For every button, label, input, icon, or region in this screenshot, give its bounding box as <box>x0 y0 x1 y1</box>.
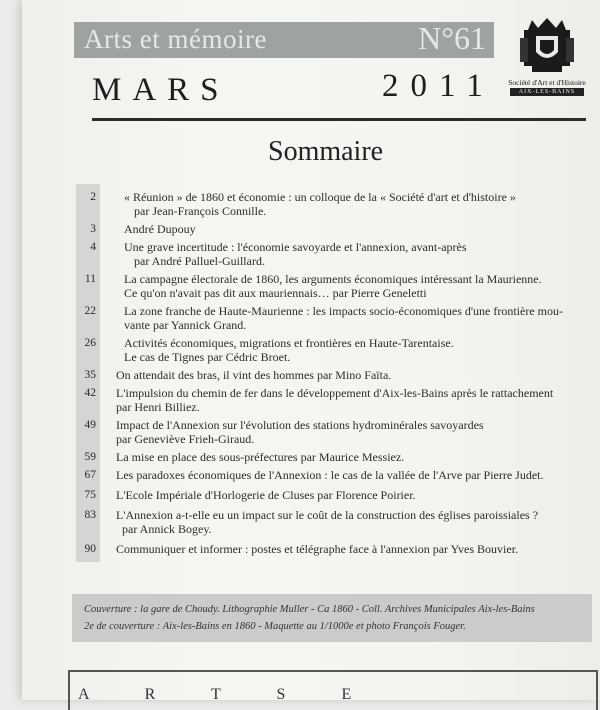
toc-title: La campagne électorale de 1860, les arguments économiques intéressant la Maurienne. <box>124 272 542 286</box>
toc-page-number: 2 <box>90 191 96 203</box>
sommaire-title: Sommaire <box>268 136 384 167</box>
society-logo <box>504 18 590 96</box>
toc-author: par Henri Billiez. <box>116 400 200 414</box>
toc-title: L'impulsion du chemin de fer dans le développement d'Aix-les-Bains après le rattachement <box>116 386 554 400</box>
toc-title: On attendait des bras, il vint des hommes par Mino Faïta. <box>116 368 392 382</box>
toc-page-number: 11 <box>84 273 96 285</box>
cover-credits <box>72 594 592 642</box>
toc-page-number: 67 <box>84 469 96 481</box>
issue-year: 2011 <box>382 68 495 104</box>
toc-title: L'Annexion a-t-elle eu un impact sur le coût de la construction des églises paroissiales ? <box>116 508 539 522</box>
second-cover-credit-line: 2e de couverture : Aix-les-Bains en 1860 - Maquette au 1/1000e et photo François Fouger. <box>84 621 466 632</box>
toc-title: L'Ecole Impériale d'Horlogerie de Cluses par Florence Poirier. <box>116 488 416 502</box>
toc-page-number: 75 <box>84 489 96 501</box>
toc-page-number: 35 <box>84 369 96 381</box>
toc-page-number: 59 <box>84 451 96 463</box>
toc-title: André Dupouy <box>124 222 196 236</box>
logo-subtitle: AIX-LES-BAINS <box>510 88 584 96</box>
crest-icon <box>518 18 576 74</box>
toc-author: par Geneviève Frieh-Giraud. <box>116 432 255 446</box>
toc-author: par André Palluel-Guillard. <box>134 254 265 268</box>
toc-title: Impact de l'Annexion sur l'évolution des stations hydrominérales savoyardes <box>116 418 484 432</box>
toc-title: Activités économiques, migrations et frontières en Haute-Tarentaise. <box>124 336 454 350</box>
toc-page-number: 4 <box>90 241 96 253</box>
page-number-column <box>76 184 100 562</box>
toc-author: par Jean-François Connille. <box>134 204 267 218</box>
toc-page-number: 42 <box>84 387 96 399</box>
toc-author: Le cas de Tignes par Cédric Broet. <box>124 350 291 364</box>
toc-author: Ce qu'on n'avait pas dit aux mauriennais… par Pierre Geneletti <box>124 286 427 300</box>
toc-title: La mise en place des sous-préfectures par Maurice Messiez. <box>116 450 405 464</box>
toc-title: Une grave incertitude : l'économie savoyarde et l'annexion, avant-après <box>124 240 467 254</box>
toc-page-number: 26 <box>84 337 96 349</box>
page <box>22 0 600 703</box>
toc-title: Communiquer et informer : postes et télégraphe face à l'annexion par Yves Bouvier. <box>116 542 519 556</box>
toc-page-number: 49 <box>84 419 96 431</box>
toc-page-number: 83 <box>84 509 96 521</box>
journal-title: Arts et mémoire <box>84 24 267 54</box>
logo-text: Société d'Art et d'Histoire <box>508 78 586 87</box>
toc-author: vante par Yannick Grand. <box>124 318 247 332</box>
toc-title: Les paradoxes économiques de l'Annexion : le cas de la vallée de l'Arve par Pierre Judet. <box>116 468 544 482</box>
toc-title: « Réunion » de 1860 et économie : un colloque de la « Société d'art et d'histoire » <box>124 190 516 204</box>
toc-page-number: 90 <box>84 543 96 555</box>
bottom-letters: A R T S E <box>78 686 378 703</box>
issue-month: MARS <box>92 72 230 108</box>
toc-title: La zone franche de Haute-Maurienne : les impacts socio-économiques d'une frontière mou- <box>124 304 563 318</box>
issue-number: N°61 <box>418 20 486 56</box>
cover-credit-line: Couverture : la gare de Choudy. Lithographie Muller - Ca 1860 - Coll. Archives Municipales Aix-les-Bains <box>84 604 535 615</box>
header-band <box>74 22 494 58</box>
header-rule <box>92 118 586 121</box>
toc-author: par Annick Bogey. <box>122 522 212 536</box>
toc-page-number: 3 <box>90 223 96 235</box>
toc-page-number: 22 <box>84 305 96 317</box>
